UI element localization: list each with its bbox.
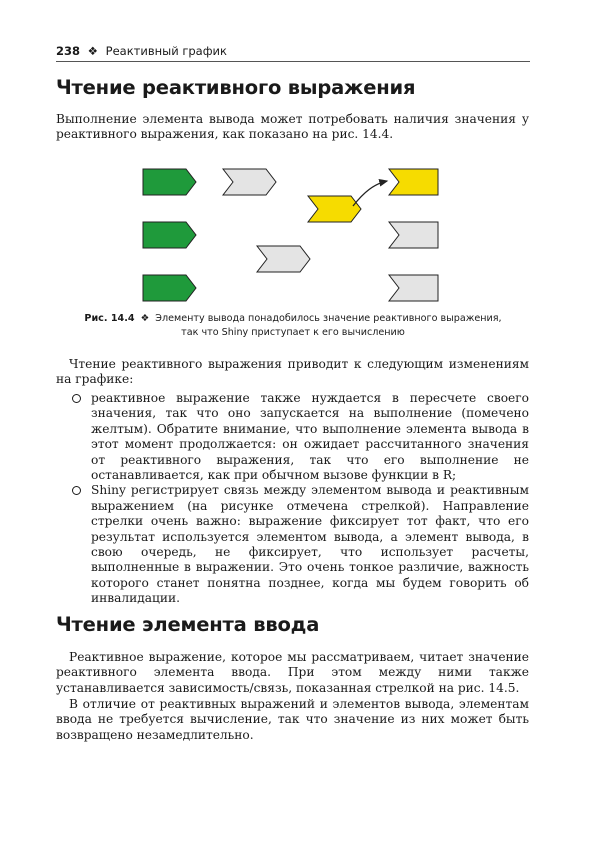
- list-item: [72, 483, 529, 606]
- list-item: [72, 391, 529, 483]
- expression-node-active: [308, 196, 361, 222]
- expression-node-1: [223, 169, 276, 195]
- bullet-list: [72, 391, 529, 607]
- page-number: 238: [56, 44, 81, 58]
- bullet-circle-icon: [72, 486, 81, 495]
- caption-line-2: так что Shiny приступает к его вычислению: [181, 327, 405, 338]
- list-item-text: Shiny регистрирует связь между элементом вывода и реактивным выражением (на рисунке отмечена стрелкой). Направление стрелки очень важно: выражение фиксирует тот факт, что его результат используется элементом вывода, а элемент вывода, в свою очередь, не фиксирует, что использует расчеты, выполненные в выражении. Это очень тонкое различие, важность которого станет понятна позднее, когда мы будем говорить об инвалидации.: [91, 483, 529, 606]
- section-title-reactive-expression: Чтение реактивного выражения: [56, 76, 416, 99]
- expression-node-2: [257, 246, 310, 272]
- running-header: [56, 44, 530, 64]
- input-node-1: [143, 169, 196, 195]
- output-node-2: [389, 222, 438, 248]
- output-node-3: [389, 275, 438, 301]
- section2-paragraph-2: В отличие от реактивных выражений и элементов вывода, элементам ввода не требуется вычисление, так что значение из них может быть возвращено незамедлительно.: [56, 697, 529, 742]
- intro-paragraph: Выполнение элемента вывода может потребовать наличия значения у реактивного выражения, как показано на рис. 14.4.: [56, 112, 529, 142]
- caption-line-1: Элементу вывода понадобилось значение реактивного выражения,: [155, 313, 502, 324]
- input-node-2: [143, 222, 196, 248]
- reactive-graph-figure: [140, 164, 450, 309]
- running-title: Реактивный график: [105, 44, 227, 58]
- bullet-circle-icon: [72, 394, 81, 403]
- dependency-arrow: [353, 181, 387, 206]
- header-separator-icon: ❖: [87, 44, 98, 58]
- section-title-input-element: Чтение элемента ввода: [56, 613, 320, 636]
- lead-paragraph: Чтение реактивного выражения приводит к следующим изменениям на графике:: [56, 357, 529, 387]
- figure-caption: [56, 312, 530, 340]
- list-item-text: реактивное выражение также нуждается в пересчете своего значения, так что оно запускается на выполнение (помечено желтым). Обратите внимание, что выполнение элемента вывода в этот момент продолжается: он ожидает рассчитанного значения от реактивного выражения, так что его выполнение не останавливается, как при обычном вызове функции в R;: [91, 391, 529, 483]
- header-rule: [56, 61, 530, 62]
- caption-label: Рис. 14.4: [84, 313, 135, 324]
- input-node-3: [143, 275, 196, 301]
- output-node-active: [389, 169, 438, 195]
- section2-paragraph-1: Реактивное выражение, которое мы рассматриваем, читает значение реактивного элемента ввода. При этом между ними также устанавливается зависимость/связь, показанная стрелкой на рис. 14.5.: [56, 650, 529, 695]
- caption-separator-icon: ❖: [140, 313, 150, 324]
